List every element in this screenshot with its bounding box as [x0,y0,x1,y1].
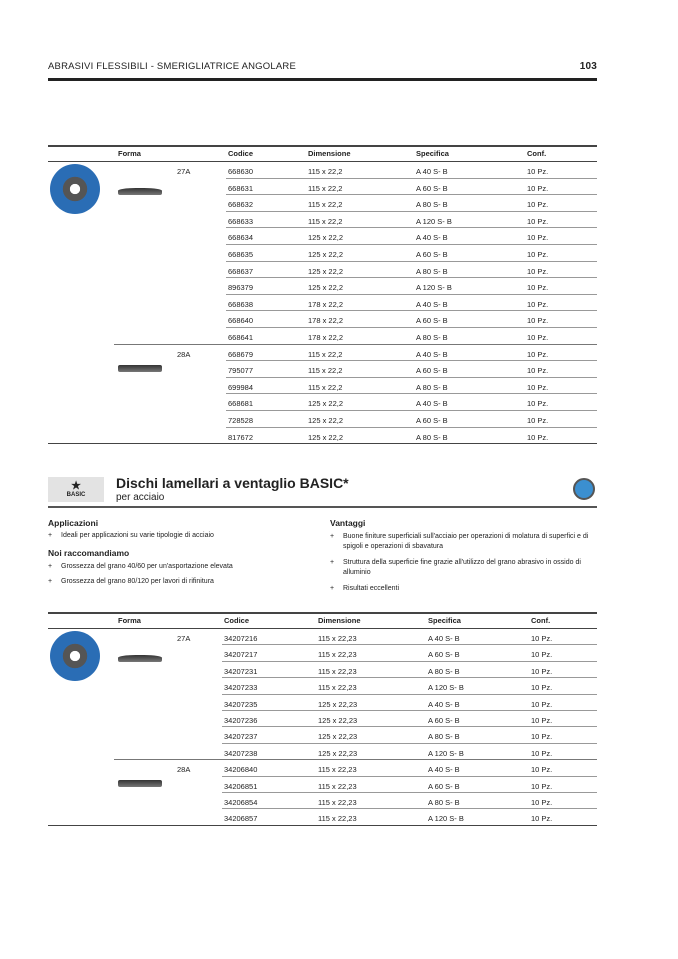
table-row [226,262,597,279]
specifica-cell: A 120 S- B [416,283,452,293]
dimensione-cell: 125 x 22,2 [308,233,344,243]
table-top-rule [48,145,597,147]
conf-cell: 10 Pz. [531,814,553,824]
column-header: Conf. [527,149,547,158]
specifica-cell: A 80 S- B [428,798,460,807]
conf-cell: 10 Pz. [531,781,553,791]
column-header: Dimensione [318,616,361,625]
codice-cell: 668631 [228,183,254,193]
codice-cell: 817672 [228,432,254,442]
codice-cell: 668638 [228,299,254,309]
conf-cell: 10 Pz. [531,666,553,676]
specifica-cell: A 80 S- B [416,333,448,342]
section-title: Dischi lamellari a ventaglio BASIC* [116,475,349,491]
conf-cell: 10 Pz. [531,748,553,758]
specifica-cell: A 80 S- B [416,266,448,276]
dimensione-cell: 125 x 22,23 [318,748,358,758]
dimensione-cell: 178 x 22,2 [308,299,344,309]
column-header: Forma [118,616,141,625]
column-header: Codice [224,616,250,625]
applicazioni-heading: Applicazioni [48,518,99,528]
specifica-cell: A 60 S- B [428,650,460,660]
section-subtitle: per acciaio [116,492,165,503]
disc-product-image [50,631,100,681]
page-header [48,61,597,72]
table-row [226,311,597,328]
codice-cell: 34207235 [224,699,258,709]
table-row [226,195,597,212]
codice-cell: 34207216 [224,634,258,643]
specifica-cell: A 60 S- B [428,716,460,725]
table-row [226,228,597,245]
codice-cell: 34206854 [224,798,258,807]
table-row [226,328,597,345]
specifica-cell: A 120 S- B [428,814,464,824]
dimensione-cell: 115 x 22,2 [308,366,343,376]
raccomandiamo-heading: Noi raccomandiamo [48,548,130,558]
conf-cell: 10 Pz. [527,366,549,376]
specifica-cell: A 60 S- B [416,316,448,326]
codice-cell: 668640 [228,316,254,326]
basic-badge [48,477,104,502]
dimensione-cell: 125 x 22,2 [308,266,344,276]
conf-cell: 10 Pz. [527,432,549,442]
specifica-cell: A 60 S- B [428,781,460,791]
column-header: Conf. [531,616,551,625]
dimensione-cell: 115 x 22,23 [318,798,357,807]
table-row [226,378,597,395]
table-row [226,411,597,428]
dimensione-cell: 115 x 22,23 [318,634,357,643]
dimensione-cell: 115 x 22,2 [308,200,343,210]
table-row [222,744,597,760]
specifica-cell: A 80 S- B [416,382,448,392]
codice-cell: 795077 [228,366,254,376]
specifica-cell: A 120 S- B [428,683,464,693]
dimensione-cell: 115 x 22,2 [308,349,343,359]
specifica-cell: A 60 S- B [416,250,448,259]
conf-cell: 10 Pz. [531,765,553,775]
codice-cell: 668633 [228,216,254,226]
depressed-disc-profile-icon [118,780,162,787]
column-header: Specifica [428,616,461,625]
codice-cell: 34207236 [224,716,258,725]
table-row [226,295,597,312]
dimensione-cell: 115 x 22,23 [318,650,357,660]
table-top-rule [48,612,597,614]
specifica-cell: A 120 S- B [428,748,464,758]
specifica-cell: A 80 S- B [428,666,460,676]
dimensione-cell: 115 x 22,2 [308,183,343,193]
conf-cell: 10 Pz. [527,216,549,226]
specifica-cell: A 40 S- B [416,233,448,243]
table-row [226,179,597,196]
table-row [222,629,597,645]
vantaggi-heading: Vantaggi [330,518,366,528]
conf-cell: 10 Pz. [531,650,553,660]
conf-cell: 10 Pz. [527,183,549,193]
flat-disc-profile-icon [118,188,162,195]
table-row [222,777,597,793]
dimensione-cell: 125 x 22,2 [308,432,344,442]
table-row [226,394,597,411]
specifica-cell: A 60 S- B [416,183,448,193]
dimensione-cell: 115 x 22,23 [318,666,357,676]
table-row [226,212,597,229]
specifica-cell: A 120 S- B [416,216,452,226]
dimensione-cell: 125 x 22,23 [318,732,358,742]
conf-cell: 10 Pz. [527,399,549,409]
codice-cell: 34207231 [224,666,258,676]
dimensione-cell: 178 x 22,2 [308,333,344,342]
conf-cell: 10 Pz. [531,716,553,725]
form-type-label: 27A [177,167,191,176]
conf-cell: 10 Pz. [527,349,549,359]
table-row [226,345,597,362]
conf-cell: 10 Pz. [527,416,549,425]
codice-cell: 668635 [228,250,254,259]
applicazioni-item: + Ideali per applicazioni su varie tipologie di acciaio [48,531,214,541]
specifica-cell: A 40 S- B [416,167,448,176]
header-title: ABRASIVI FLESSIBILI - SMERIGLIATRICE ANGOLARE [48,61,296,72]
conf-cell: 10 Pz. [527,382,549,392]
conf-cell: 10 Pz. [531,732,553,742]
dimensione-cell: 115 x 22,23 [318,781,357,791]
badge-label: BASIC [66,492,86,498]
table-row [222,793,597,809]
depressed-disc-profile-icon [118,365,162,372]
column-header: Specifica [416,149,449,158]
dimensione-cell: 125 x 22,2 [308,399,344,409]
specifica-cell: A 60 S- B [416,416,448,425]
specifica-cell: A 80 S- B [416,200,448,210]
table-row [222,645,597,661]
specifica-cell: A 40 S- B [416,299,448,309]
codice-cell: 668630 [228,167,254,176]
codice-cell: 668679 [228,349,254,359]
conf-cell: 10 Pz. [527,250,549,259]
dimensione-cell: 115 x 22,2 [308,216,343,226]
conf-cell: 10 Pz. [531,699,553,709]
flat-disc-profile-icon [118,655,162,662]
specifica-cell: A 40 S- B [416,349,448,359]
codice-cell: 668641 [228,333,254,342]
column-header: Codice [228,149,254,158]
codice-cell: 668637 [228,266,254,276]
dimensione-cell: 115 x 22,2 [308,382,343,392]
codice-cell: 34207233 [224,683,258,693]
dimensione-cell: 115 x 22,23 [318,765,357,775]
conf-cell: 10 Pz. [527,316,549,326]
dimensione-cell: 125 x 22,23 [318,716,358,725]
form-type-label: 27A [177,634,191,643]
table-row [226,245,597,262]
dimensione-cell: 115 x 22,23 [318,814,357,824]
conf-cell: 10 Pz. [527,200,549,210]
raccomandiamo-item: + Grossezza del grano 80/120 per lavori di rifinitura [48,577,214,587]
codice-cell: 34206851 [224,781,258,791]
conf-cell: 10 Pz. [531,683,553,693]
table-row [48,428,597,445]
dimensione-cell: 115 x 22,23 [318,683,357,693]
form-type-label: 28A [177,765,191,775]
vantaggi-item: + Risultati eccellenti [330,584,399,594]
codice-cell: 896379 [228,283,254,293]
codice-cell: 34207217 [224,650,258,660]
header-rule [48,78,597,81]
table-row [226,162,597,179]
table-row [222,695,597,711]
disc-product-image [50,164,100,214]
dimensione-cell: 115 x 22,2 [308,167,343,176]
codice-cell: 668632 [228,200,254,210]
conf-cell: 10 Pz. [531,798,553,807]
specifica-cell: A 40 S- B [428,765,460,775]
conf-cell: 10 Pz. [527,333,549,342]
conf-cell: 10 Pz. [527,167,549,176]
table-row [226,361,597,378]
table-row [48,809,597,825]
dimensione-cell: 125 x 22,2 [308,283,344,293]
column-header: Dimensione [308,149,351,158]
dimensione-cell: 178 x 22,2 [308,316,344,326]
dimensione-cell: 125 x 22,2 [308,416,344,425]
column-header: Forma [118,149,141,158]
table-row [222,760,597,776]
specifica-cell: A 40 S- B [428,634,460,643]
raccomandiamo-item: + Grossezza del grano 40/60 per un'asportazione elevata [48,562,233,572]
specifica-cell: A 40 S- B [416,399,448,409]
dimensione-cell: 125 x 22,2 [308,250,344,259]
table-row [222,678,597,694]
section-rule [48,506,597,508]
star-icon: ★ [71,480,81,492]
codice-cell: 34207237 [224,732,258,742]
table-row [226,278,597,295]
conf-cell: 10 Pz. [527,299,549,309]
conf-cell: 10 Pz. [527,283,549,293]
codice-cell: 728528 [228,416,254,425]
form-type-label: 28A [177,349,191,359]
page-number: 103 [579,61,597,72]
specifica-cell: A 40 S- B [428,699,460,709]
codice-cell: 668634 [228,233,254,243]
conf-cell: 10 Pz. [527,266,549,276]
specifica-cell: A 80 S- B [416,432,448,442]
conf-cell: 10 Pz. [531,634,553,643]
steel-beam-icon [573,478,595,500]
codice-cell: 34206840 [224,765,258,775]
codice-cell: 34207238 [224,748,258,758]
specifica-cell: A 80 S- B [428,732,460,742]
table-row [222,711,597,727]
table-row [222,727,597,743]
codice-cell: 668681 [228,399,254,409]
vantaggi-item: + Struttura della superficie fine grazie all'utilizzo del grano abrasivo in ossido di alluminio [330,558,598,578]
codice-cell: 34206857 [224,814,258,824]
vantaggi-item: + Buone finiture superficiali sull'acciaio per operazioni di molatura di superfici e di spigoli e operazioni di sbavatura [330,532,598,552]
codice-cell: 699984 [228,382,254,392]
conf-cell: 10 Pz. [527,233,549,243]
specifica-cell: A 60 S- B [416,366,448,376]
table-row [222,662,597,678]
dimensione-cell: 125 x 22,23 [318,699,358,709]
